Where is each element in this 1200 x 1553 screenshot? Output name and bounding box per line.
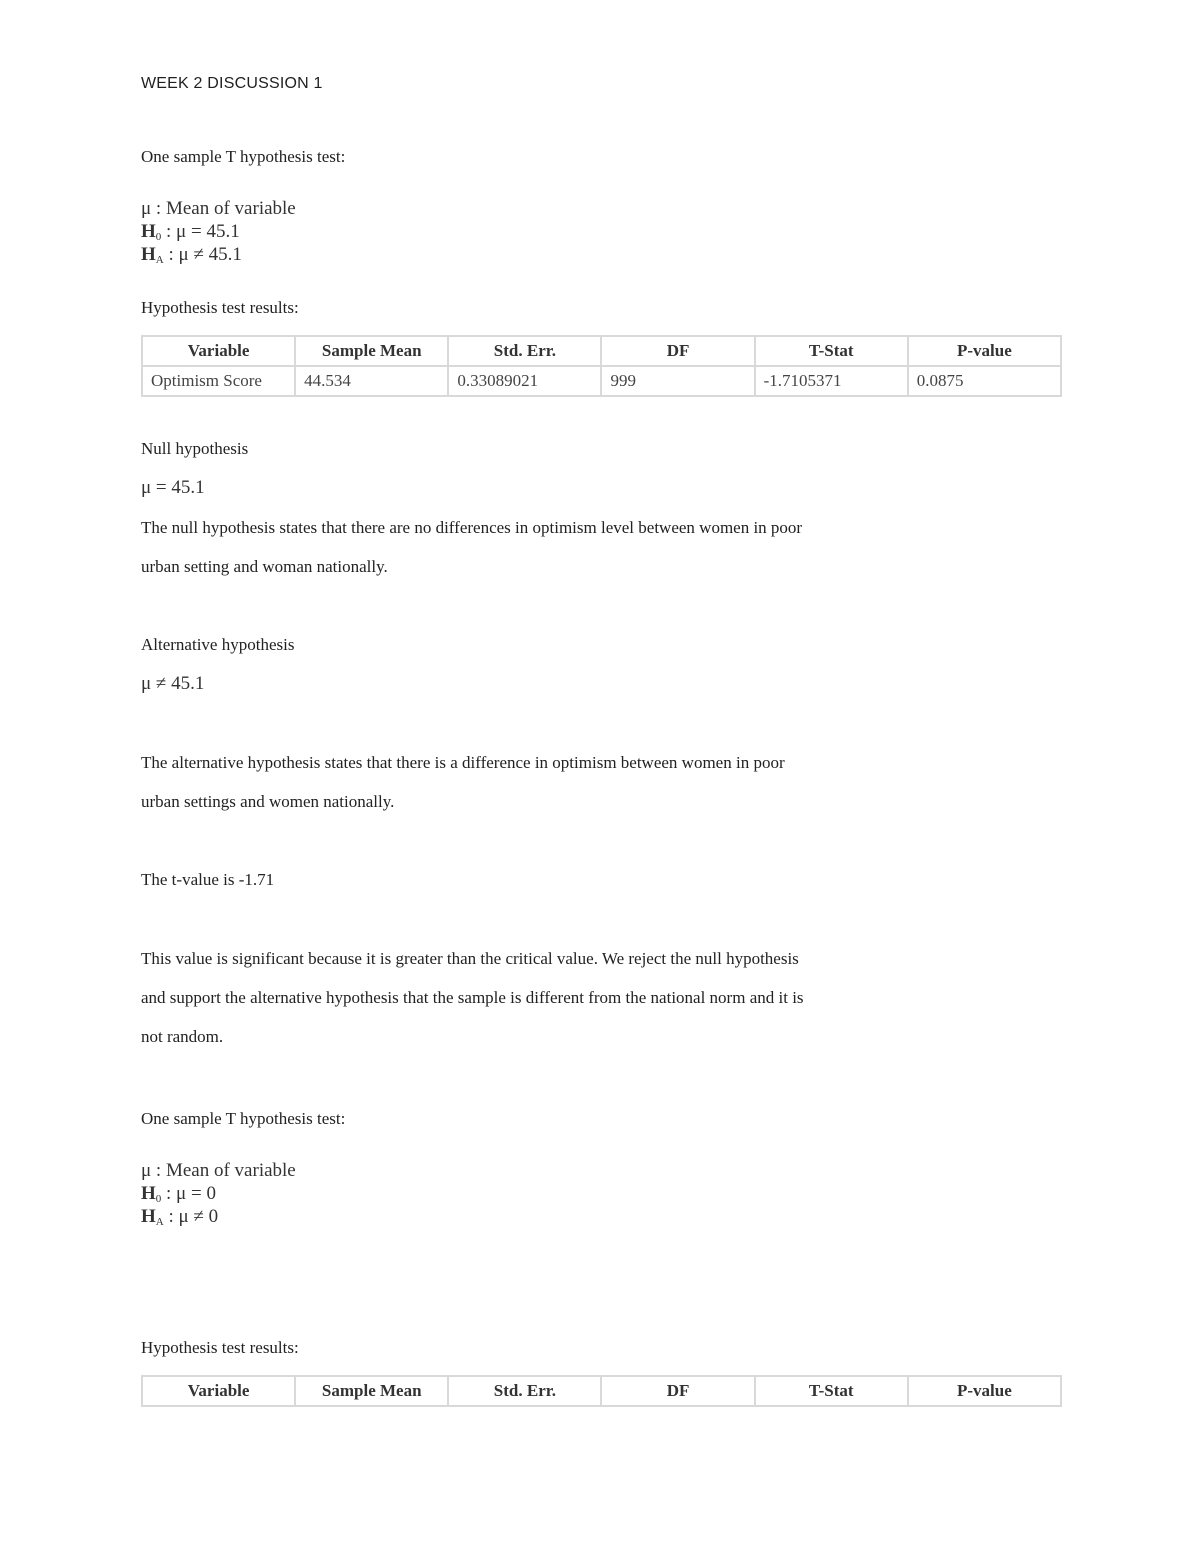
table-row (142, 366, 1061, 396)
null-hypothesis-text-line-2: urban setting and woman nationally. (141, 557, 388, 576)
test1-heading: One sample T hypothesis test: (141, 147, 346, 166)
test2-results-heading: Hypothesis test results: (141, 1338, 299, 1357)
null-hypothesis-text-line-1: The null hypothesis states that there are no differences in optimism level between women in poor (141, 518, 803, 537)
alternative-hypothesis-text-line-2: urban settings and women nationally. (141, 792, 395, 811)
significance-text-line-1: This value is significant because it is greater than the critical value. We reject the null hypothesis (141, 949, 799, 968)
null-hypothesis-expression: μ = 45.1 (141, 477, 205, 498)
alternative-hypothesis-expression: μ ≠ 45.1 (141, 673, 205, 694)
null-hypothesis-heading: Null hypothesis (141, 439, 249, 458)
test2-heading: One sample T hypothesis test: (141, 1109, 346, 1128)
h0-label: H (141, 221, 156, 242)
h0-label: H (141, 1183, 156, 1204)
col-header: DF (601, 336, 754, 366)
ha-label: H (141, 1206, 156, 1227)
test1-ha (141, 244, 242, 266)
table-header-row (142, 1376, 1061, 1406)
col-header: T-Stat (755, 1376, 908, 1406)
test1-results-table (141, 335, 1062, 397)
h0-subscript: 0 (155, 231, 162, 243)
col-header: Std. Err. (448, 1376, 601, 1406)
col-header: DF (601, 1376, 754, 1406)
ha-expression: : μ ≠ 45.1 (163, 244, 242, 265)
ha-subscript: A (155, 1216, 164, 1228)
alternative-hypothesis-heading: Alternative hypothesis (141, 635, 295, 654)
table-cell: -1.7105371 (755, 366, 908, 396)
ha-expression: : μ ≠ 0 (163, 1206, 219, 1227)
col-header: Variable (142, 336, 295, 366)
test1-mu-definition: μ : Mean of variable (141, 198, 296, 219)
col-header: P-value (908, 1376, 1061, 1406)
test1-results-heading: Hypothesis test results: (141, 298, 299, 317)
test2-mu-definition: μ : Mean of variable (141, 1160, 296, 1181)
t-value-text: The t-value is -1.71 (141, 870, 275, 889)
h0-expression: : μ = 0 (161, 1183, 216, 1204)
document-title: WEEK 2 DISCUSSION 1 (141, 75, 323, 92)
col-header: Sample Mean (295, 336, 448, 366)
col-header: T-Stat (755, 336, 908, 366)
significance-text-line-3: not random. (141, 1027, 224, 1046)
table-cell: 999 (601, 366, 754, 396)
table-cell: 0.0875 (908, 366, 1061, 396)
table-cell: 0.33089021 (448, 366, 601, 396)
test2-results-table (141, 1375, 1062, 1407)
h0-subscript: 0 (155, 1193, 162, 1205)
significance-text-line-2: and support the alternative hypothesis that the sample is different from the national norm and it is (141, 988, 804, 1007)
test2-ha (141, 1206, 218, 1228)
h0-expression: : μ = 45.1 (161, 221, 240, 242)
table-cell: 44.534 (295, 366, 448, 396)
table-header-row (142, 336, 1061, 366)
test1-h0 (141, 221, 240, 243)
table-cell: Optimism Score (142, 366, 295, 396)
alternative-hypothesis-text-line-1: The alternative hypothesis states that there is a difference in optimism between women in poor (141, 753, 785, 772)
col-header: Sample Mean (295, 1376, 448, 1406)
col-header: P-value (908, 336, 1061, 366)
col-header: Variable (142, 1376, 295, 1406)
ha-subscript: A (155, 254, 164, 266)
col-header: Std. Err. (448, 336, 601, 366)
ha-label: H (141, 244, 156, 265)
test2-h0 (141, 1183, 216, 1205)
